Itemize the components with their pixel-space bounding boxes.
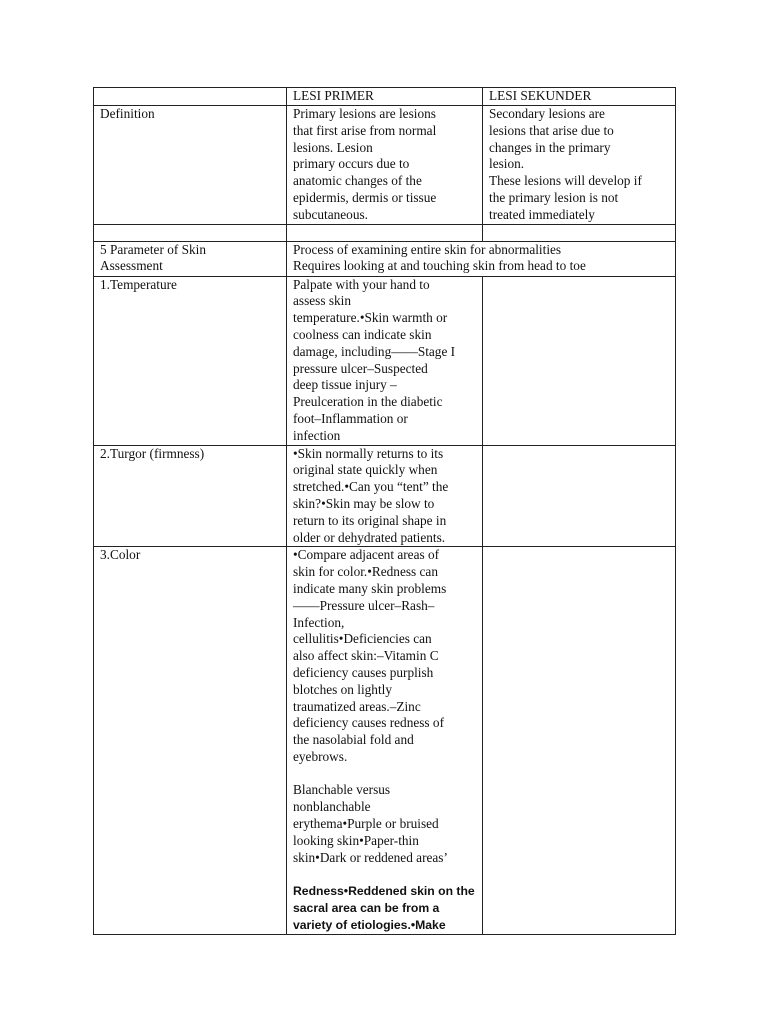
text-line: Preulceration in the diabetic [293, 394, 443, 410]
text-line: pressure ulcer–Suspected [293, 360, 428, 376]
params-label [94, 241, 287, 276]
text-line: return to its original shape in [293, 512, 447, 528]
text-line: Primary lesions are lesions [293, 106, 436, 121]
text-line: that first arise from normal [293, 122, 437, 138]
table-row [94, 547, 676, 935]
text-line: •Compare adjacent areas of [293, 547, 440, 563]
text-line: sacral area can be from a [293, 901, 440, 916]
table-row [94, 106, 676, 225]
text-line: blotches on lightly [293, 681, 392, 697]
text-line: stretched.•Can you “tent” the [293, 479, 449, 495]
text-line: looking skin•Paper-thin [293, 832, 419, 848]
text-line: •Skin normally returns to its [293, 445, 444, 461]
table-row [94, 241, 676, 276]
text-line: temperature.•Skin warmth or [293, 310, 448, 326]
text-line: ——Pressure ulcer–Rash– [293, 597, 435, 613]
header-cell-empty [94, 88, 287, 106]
text-line: foot–Inflammation or [293, 410, 408, 426]
text-line: Blanchable versus [293, 782, 391, 798]
text-line: the nasolabial fold and [293, 732, 414, 748]
text-line: Requires looking at and touching skin from head to toe [293, 258, 586, 274]
text-line: variety of etiologies.•Make [293, 918, 446, 933]
text-line: erythema•Purple or bruised [293, 816, 439, 832]
text-line: traumatized areas.–Zinc [293, 698, 421, 714]
color-bold-note [293, 883, 476, 934]
text-line: subcutaneous. [293, 206, 368, 222]
temperature-empty [483, 276, 676, 445]
table-row-empty [94, 224, 676, 241]
params-text [287, 241, 676, 276]
turgor-text [287, 445, 483, 547]
text-line: anatomic changes of the [293, 173, 422, 189]
text-line: Redness•Reddened skin on the [293, 884, 475, 899]
text-line: Secondary lesions are [489, 106, 605, 121]
text-line: Palpate with your hand to [293, 276, 430, 292]
text-line: lesions. Lesion [293, 139, 373, 155]
text-line: skin?•Skin may be slow to [293, 495, 435, 511]
text-line: Process of examining entire skin for abnormalities [293, 241, 562, 257]
text-line: deep tissue injury – [293, 377, 397, 393]
text-line: deficiency causes purplish [293, 664, 434, 680]
text-line: deficiency causes redness of [293, 715, 444, 731]
color-label: 3.Color [94, 547, 287, 935]
text-line: the primary lesion is not [489, 189, 619, 205]
turgor-empty [483, 445, 676, 547]
table-row [94, 88, 676, 106]
text-line: changes in the primary [489, 139, 611, 155]
text-line: infection [293, 427, 341, 443]
text-line: assess skin [293, 293, 351, 309]
header-cell-lesi-sekunder: LESI SEKUNDER [483, 88, 676, 106]
text-line: treated immediately [489, 206, 595, 222]
text-line: Assessment [100, 258, 163, 274]
definition-label: Definition [94, 106, 287, 225]
color-text [287, 547, 483, 935]
text-line: epidermis, dermis or tissue [293, 189, 437, 205]
text-line: lesions that arise due to [489, 122, 614, 138]
table-row [94, 276, 676, 445]
text-line: 5 Parameter of Skin [100, 241, 206, 257]
header-cell-lesi-primer: LESI PRIMER [287, 88, 483, 106]
color-empty [483, 547, 676, 935]
definition-primary [287, 106, 483, 225]
text-line: primary occurs due to [293, 156, 410, 172]
text-line: nonblanchable [293, 799, 371, 815]
definition-secondary [483, 106, 676, 225]
text-line: skin for color.•Redness can [293, 564, 438, 580]
text-line: original state quickly when [293, 462, 438, 478]
text-line: These lesions will develop if [489, 173, 642, 189]
text-line: lesion. [489, 156, 525, 172]
temperature-text [287, 276, 483, 445]
text-line: coolness can indicate skin [293, 326, 432, 342]
temperature-label: 1.Temperature [94, 276, 287, 445]
table-row [94, 445, 676, 547]
text-line: Infection, [293, 614, 345, 630]
text-line: older or dehydrated patients. [293, 529, 446, 545]
turgor-label: 2.Turgor (firmness) [94, 445, 287, 547]
text-line: eyebrows. [293, 748, 348, 764]
lesion-table [93, 87, 676, 935]
text-line: also affect skin:–Vitamin C [293, 648, 439, 664]
text-line: skin•Dark or reddened areas’ [293, 849, 448, 865]
text-line: damage, including——Stage I [293, 343, 456, 359]
text-line: cellulitis•Deficiencies can [293, 631, 432, 647]
text-line: indicate many skin problems [293, 580, 447, 596]
